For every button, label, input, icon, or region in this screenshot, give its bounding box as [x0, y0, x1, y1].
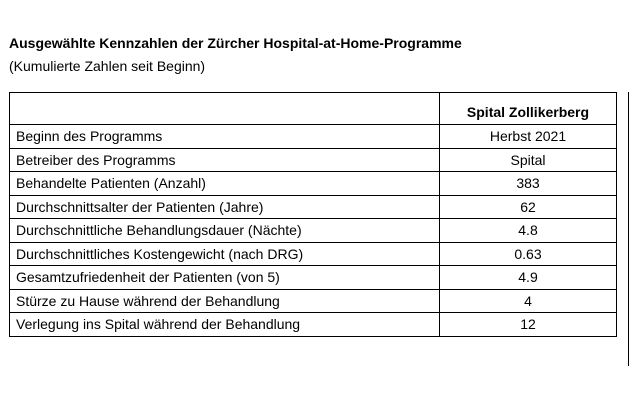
row-label: Betreiber des Programms: [10, 148, 440, 172]
row-value: 0.63: [440, 242, 617, 266]
row-label: Gesamtzufriedenheit der Patienten (von 5): [10, 266, 440, 290]
document-subtitle: (Kumulierte Zahlen seit Beginn): [9, 58, 206, 74]
row-value: Spital: [440, 148, 617, 172]
row-label: Beginn des Programms: [10, 125, 440, 149]
row-value: Herbst 2021: [440, 125, 617, 149]
row-label: Verlegung ins Spital während der Behandlung: [10, 313, 440, 337]
table-row: [10, 289, 617, 313]
row-value: 12: [440, 313, 617, 337]
row-value: 62: [440, 195, 617, 219]
table-edge-divider: [628, 92, 629, 366]
row-label: Durchschnittliches Kostengewicht (nach DRG): [10, 242, 440, 266]
document-title: Ausgewählte Kennzahlen der Zürcher Hospital-at-Home-Programme: [9, 35, 462, 51]
table-row: [10, 195, 617, 219]
table-row: [10, 125, 617, 149]
table-row: [10, 148, 617, 172]
kennzahlen-table: [9, 92, 617, 337]
row-value: 4.9: [440, 266, 617, 290]
header-label-cell: [10, 93, 440, 125]
header-spital-zollikerberg: Spital Zollikerberg: [440, 93, 617, 125]
table-header-row: [10, 93, 617, 125]
row-label: Durchschnittsalter der Patienten (Jahre): [10, 195, 440, 219]
table-row: [10, 313, 617, 337]
row-label: Behandelte Patienten (Anzahl): [10, 172, 440, 196]
row-label: Stürze zu Hause während der Behandlung: [10, 289, 440, 313]
table-row: [10, 172, 617, 196]
row-label: Durchschnittliche Behandlungsdauer (Nächte): [10, 219, 440, 243]
row-value: 4: [440, 289, 617, 313]
row-value: 383: [440, 172, 617, 196]
row-value: 4.8: [440, 219, 617, 243]
table-row: [10, 266, 617, 290]
table-row: [10, 219, 617, 243]
table-row: [10, 242, 617, 266]
